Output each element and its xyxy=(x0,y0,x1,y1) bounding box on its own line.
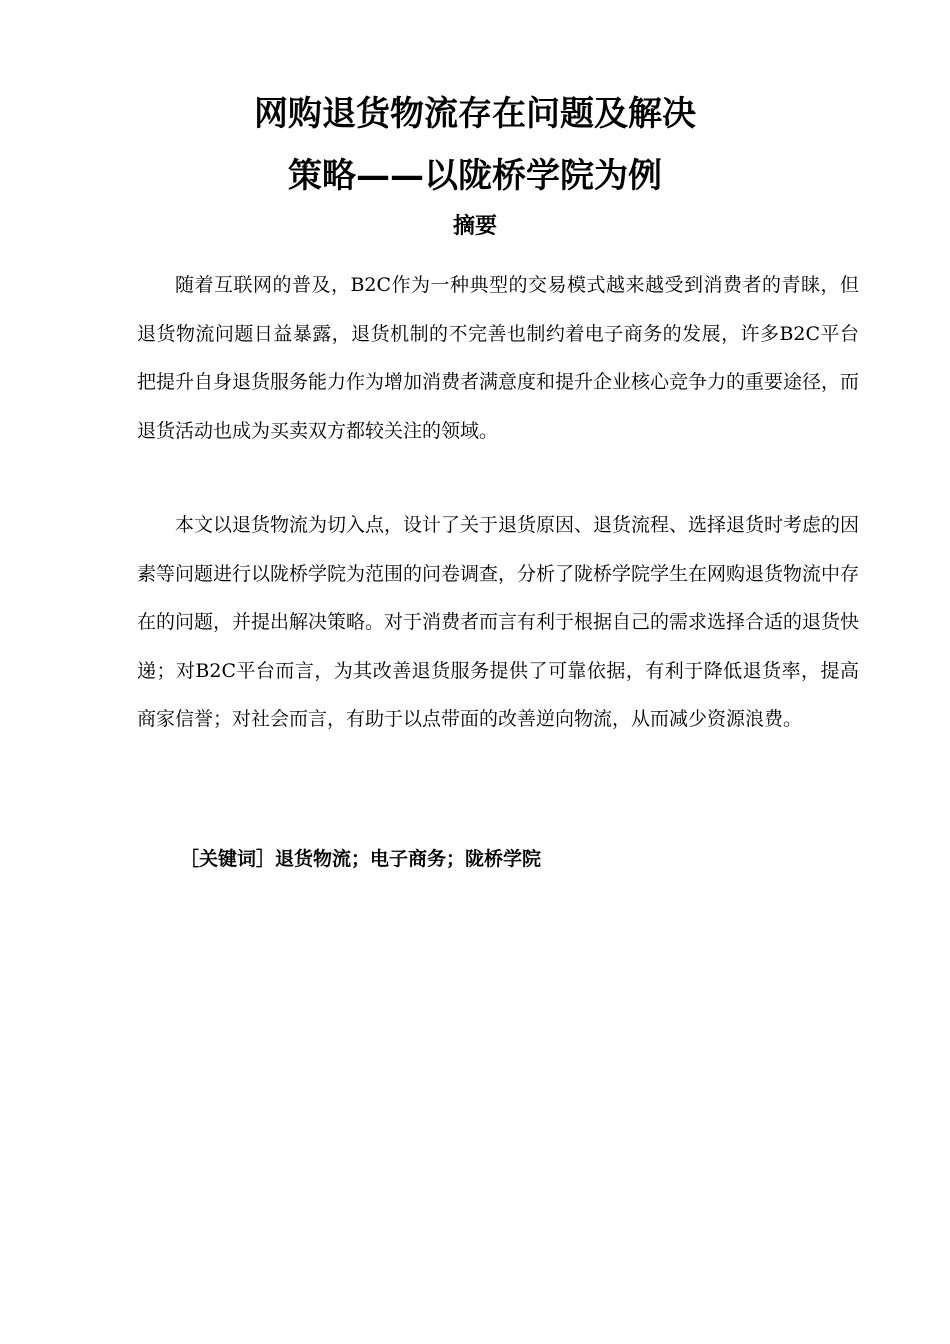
abstract-paragraph-2: 本文以退货物流为切入点，设计了关于退货原因、退货流程、选择退货时考虑的因素等问题进行以陇桥学院为范围的问卷调查，分析了陇桥学院学生在网购退货物流中存在的问题，并提出解决策略。对于消费者而言有利于根据自己的需求选择合适的退货快递；对B2C平台而言，为其改善退货服务提供了可靠依据，有利于降低退货率，提高商家信誉；对社会而言，有助于以点带面的改善逆向物流，从而减少资源浪费。 xyxy=(137,514,860,731)
keywords-line: ［关键词］退货物流；电子商务；陇桥学院 xyxy=(180,848,542,870)
page-title-line-1: 网购退货物流存在问题及解决 xyxy=(254,94,696,134)
abstract-paragraph-1: 随着互联网的普及，B2C作为一种典型的交易模式越来越受到消费者的青睐，但退货物流问题日益暴露，退货机制的不完善也制约着电子商务的发展，许多B2C平台把提升自身退货服务能力作为增加消费者满意度和提升企业核心竞争力的重要途径，而退货活动也成为买卖双方都较关注的领域。 xyxy=(137,274,860,442)
abstract-heading: 摘要 xyxy=(452,214,497,239)
page-title-line-2: 策略——以陇桥学院为例 xyxy=(288,156,662,196)
